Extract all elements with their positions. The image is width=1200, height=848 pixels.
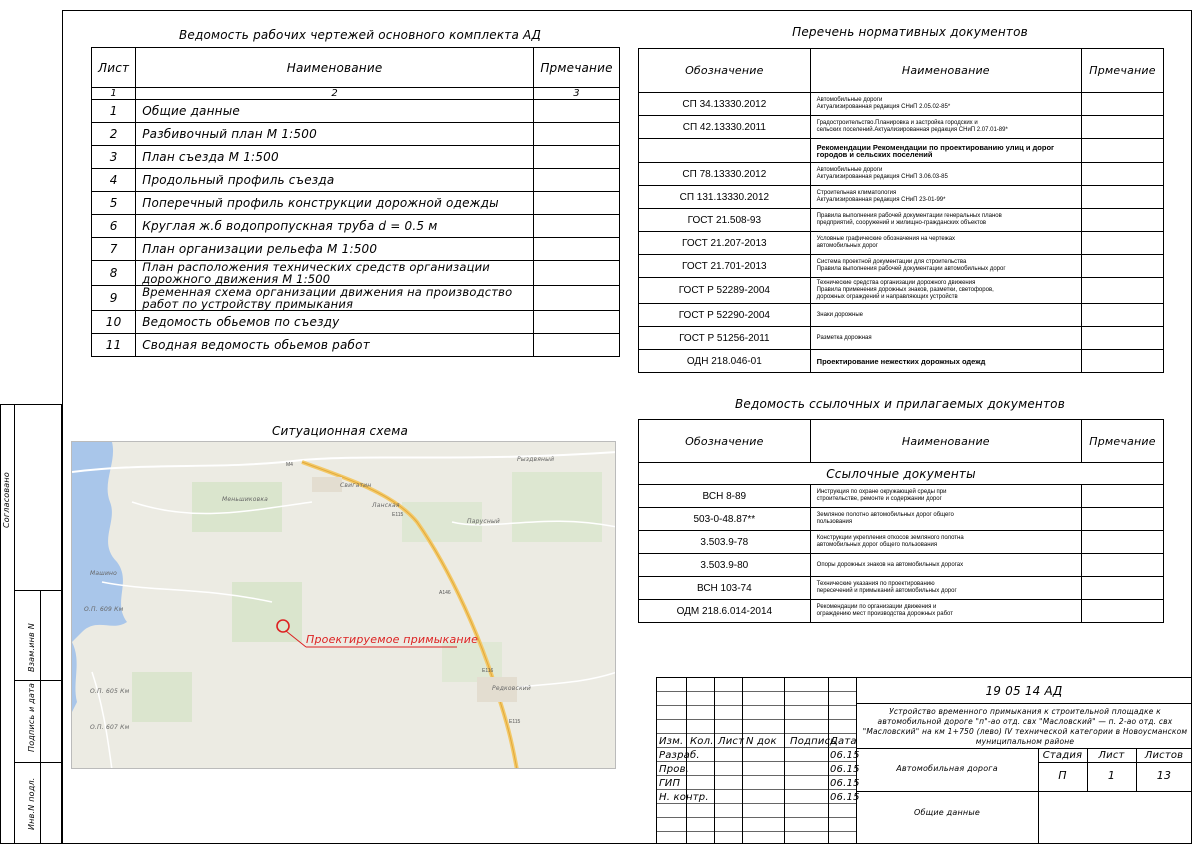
table-row [92, 286, 620, 311]
title-block-cols [656, 735, 856, 749]
doc-name: Проектирование нежестких дорожных одежд [810, 350, 1081, 373]
ref-code: ВСН 103-74 [639, 577, 811, 600]
doc-code: ГОСТ Р 52289-2004 [639, 278, 811, 304]
sheet-number: 4 [92, 169, 136, 192]
doc-note [1082, 209, 1164, 232]
map-place: Ланская [372, 502, 400, 509]
doc-name: Рекомендации Рекомендации по проектированию улиц и дорог городов и сельских поселений [810, 139, 1081, 163]
ref-note [1081, 485, 1163, 508]
ref-code: 3.503.9-78 [639, 531, 811, 554]
table-row [639, 485, 1164, 508]
col-label: Изм. [659, 736, 684, 747]
tb-person-role: Н. контр. [659, 792, 709, 803]
sheet-note [534, 146, 620, 169]
sheet-name: Сводная ведомость обьемов работ [136, 334, 534, 357]
doc-note [1082, 163, 1164, 186]
table-row [92, 146, 620, 169]
sheet-name: План расположения технических средств организации дорожного движения М 1:500 [136, 261, 534, 286]
doc-name: Автомобильные дороги Актуализированная редакция СНиП 2.05.02-85* [810, 93, 1081, 116]
normative-docs-table [638, 48, 1164, 373]
doc-note [1082, 232, 1164, 255]
sheet-name: Поперечный профиль конструкции дорожной одежды [136, 192, 534, 215]
ref-note [1081, 577, 1163, 600]
map-place: О.П. 607 Км [90, 724, 130, 731]
table-row [92, 261, 620, 286]
header-name: Наименование [136, 48, 534, 88]
doc-code: ОДН 218.046-01 [639, 350, 811, 373]
tb-person-role: Пров. [659, 764, 690, 775]
reference-docs-table [638, 419, 1164, 623]
drawing-code: 19 05 14 АД [985, 684, 1063, 698]
sheet-note [534, 286, 620, 311]
tb-hline [856, 703, 1192, 704]
ref-name: Технические указания по проектированию пересечений и примыканий автомобильных дорог [810, 577, 1081, 600]
tb-person-date: 06.15 [830, 778, 860, 789]
doc-code: ГОСТ 21.207-2013 [639, 232, 811, 255]
map-place: О.П. 605 Км [90, 688, 130, 695]
doc-note [1082, 186, 1164, 209]
project-marker-label: Проектируемое примыкание [306, 633, 479, 646]
table-row [639, 600, 1164, 623]
sheet-note [534, 169, 620, 192]
doc-note [1082, 139, 1164, 163]
sheet-name: Круглая ж.б водопропускная труба d = 0.5 м [136, 215, 534, 238]
map-place: Свигатин [340, 482, 372, 489]
side-stamp-hline [14, 762, 62, 763]
table-row [92, 123, 620, 146]
doc-code: ГОСТ 21.701-2013 [639, 255, 811, 278]
map-road-label: Е115 [392, 512, 404, 518]
table-row [92, 334, 620, 357]
table-row [639, 209, 1164, 232]
tb-hline [856, 748, 1192, 749]
table-row [639, 350, 1164, 373]
sheet-note [534, 238, 620, 261]
col-label: N док [746, 736, 777, 747]
sheet-title: Общие данные [914, 808, 980, 817]
doc-name: Градостроительство.Планировка и застройка городских и сельских поселений.Актуализированная редакция СНиП 2.07.01-89* [810, 116, 1081, 139]
sheet-number: 2 [92, 123, 136, 146]
doc-code: СП 131.13330.2012 [639, 186, 811, 209]
table-row [639, 186, 1164, 209]
ref-code: 503-0-48.87** [639, 508, 811, 531]
index-cell: 1 [92, 88, 136, 100]
side-stamp-divider-2 [40, 590, 41, 844]
table-row [92, 215, 620, 238]
sheet-name: План съезда М 1:500 [136, 146, 534, 169]
map-place: О.П. 609 Км [84, 606, 124, 613]
situation-map [71, 441, 616, 769]
section-heading: Ссылочные документы [639, 463, 1164, 485]
doc-name: Разметка дорожная [810, 327, 1081, 350]
ref-name: Инструкция по охране окружающей среды при строительстве, ремонте и содержании дорог [810, 485, 1081, 508]
table-row [92, 169, 620, 192]
sheet-note [534, 100, 620, 123]
doc-note [1082, 93, 1164, 116]
ref-code: 3.503.9-80 [639, 554, 811, 577]
tb-person-date: 06.15 [830, 764, 860, 775]
sheet-note [534, 334, 620, 357]
table-row [639, 278, 1164, 304]
doc-note [1082, 350, 1164, 373]
tb-grid-vline [784, 677, 785, 844]
doc-note [1082, 304, 1164, 327]
table-row [639, 554, 1164, 577]
sheet-note [534, 192, 620, 215]
object-name: Автомобильная дорога [896, 764, 998, 773]
ref-code: ОДМ 218.6.014-2014 [639, 600, 811, 623]
ref-note [1081, 554, 1163, 577]
doc-note [1082, 116, 1164, 139]
table-row [639, 163, 1164, 186]
table-row [639, 531, 1164, 554]
sheet-number: 11 [92, 334, 136, 357]
reference-docs-title: Ведомость ссылочных и прилагаемых документов [735, 397, 1065, 411]
header-name: Наименование [810, 49, 1081, 93]
ref-note [1081, 600, 1163, 623]
side-stamp-divider [14, 404, 15, 844]
doc-name: Строительная климатология Актуализированная редакция СНиП 23-01-99* [810, 186, 1081, 209]
sheet-number: 1 [92, 100, 136, 123]
side-sign-date-label: Подпись и дата [27, 682, 36, 752]
doc-code: СП 34.13330.2012 [639, 93, 811, 116]
sheet-number: 8 [92, 261, 136, 286]
ref-name: Опоры дорожных знаков на автомобильных дорогах [810, 554, 1081, 577]
col-label: Подпись [790, 736, 837, 747]
doc-name: Система проектной документации для строительства Правила выполнения рабочей документации автомобильных дорог [810, 255, 1081, 278]
col-label: Лист [718, 736, 745, 747]
sheets-register-title: Ведомость рабочих чертежей основного комплекта АД [178, 28, 542, 42]
sheet-note [534, 123, 620, 146]
doc-note [1082, 255, 1164, 278]
ref-name: Конструкции укрепления откосов земляного полотна автомобильных дорог общего пользования [810, 531, 1081, 554]
map-place: Рыздвяный [517, 456, 555, 463]
sheet-name: Общие данные [136, 100, 534, 123]
table-row [639, 93, 1164, 116]
sheets-value: 13 [1156, 769, 1172, 782]
sheet-number: 5 [92, 192, 136, 215]
sheet-number: 6 [92, 215, 136, 238]
doc-code: ГОСТ Р 51256-2011 [639, 327, 811, 350]
header-note: Пpмечание [534, 48, 620, 88]
tb-grid-vline [714, 677, 715, 844]
tb-grid-vline [742, 677, 743, 844]
tb-hline [1038, 762, 1192, 763]
header-note: Пpмечание [1081, 420, 1163, 463]
table-row [639, 577, 1164, 600]
side-inv-original-label: Инв.N подл. [27, 777, 36, 830]
doc-code: СП 42.13330.2011 [639, 116, 811, 139]
doc-code [639, 139, 811, 163]
doc-note [1082, 327, 1164, 350]
ref-name: Рекомендации по организации движения и ограждению мест производства дорожных работ [810, 600, 1081, 623]
sheet-number: 7 [92, 238, 136, 261]
doc-code: ГОСТ Р 52290-2004 [639, 304, 811, 327]
sheet-number: 3 [92, 146, 136, 169]
tb-hline [856, 791, 1192, 792]
doc-code: СП 78.13330.2012 [639, 163, 811, 186]
col-label: Дата [830, 736, 857, 747]
normative-docs-title: Перечень нормативных документов [792, 25, 1028, 39]
sheet-name: Продольный профиль съезда [136, 169, 534, 192]
ref-note [1081, 531, 1163, 554]
header-note: Пpмечание [1082, 49, 1164, 93]
sheet-name: Разбивочный план М 1:500 [136, 123, 534, 146]
doc-note [1082, 278, 1164, 304]
map-road-label: А146 [439, 590, 451, 596]
stage-label: Стадия [1042, 750, 1083, 761]
side-agreed-label: Согласовано [2, 472, 11, 528]
sheet-value: 1 [1107, 769, 1116, 782]
tb-grid-vline [828, 677, 829, 844]
sheet-name: Временная схема организации движения на производство работ по устройству примыкания [136, 286, 534, 311]
side-stamp-hline [14, 590, 62, 591]
tb-person-role: ГИП [659, 778, 681, 789]
table-row [639, 255, 1164, 278]
map-place: Редковский [492, 685, 532, 692]
doc-name: Автомобильные дороги Актуализированная редакция СНиП 3.06.03-85 [810, 163, 1081, 186]
sheet-name: Ведомость обьемов по съезду [136, 311, 534, 334]
header-name: Наименование [810, 420, 1081, 463]
doc-name: Правила выполнения рабочей документации генеральных планов предприятий, сооружений и жилищно-гражданских объектов [810, 209, 1081, 232]
sheet-note [534, 261, 620, 286]
table-row [92, 238, 620, 261]
doc-code: ГОСТ 21.508-93 [639, 209, 811, 232]
situation-title: Ситуационная схема [271, 424, 409, 438]
table-row [92, 192, 620, 215]
index-cell: 2 [136, 88, 534, 100]
tb-person-role: Разраб. [659, 750, 700, 761]
stage-value: П [1058, 769, 1067, 782]
map-road-label: Е116 [482, 668, 494, 674]
map-graphic [72, 442, 616, 769]
tb-person-date: 06.15 [830, 750, 860, 761]
table-row [92, 100, 620, 123]
sheet-name: План организации рельефа М 1:500 [136, 238, 534, 261]
header-code: Обозначение [639, 420, 811, 463]
map-place: Меньшиковка [222, 496, 269, 503]
sheet-note [534, 215, 620, 238]
table-row [639, 304, 1164, 327]
table-row [639, 116, 1164, 139]
sheet-number: 9 [92, 286, 136, 311]
table-row [639, 232, 1164, 255]
doc-name: Условные графические обозначения на чертежах автомобильных дорог [810, 232, 1081, 255]
ref-code: ВСН 8-89 [639, 485, 811, 508]
doc-name: Знаки дорожные [810, 304, 1081, 327]
index-cell: 3 [534, 88, 620, 100]
side-inv-replace-label: Взам.инв N [27, 623, 36, 672]
project-title: Устройство временного примыкания к строительной площадке к автомобильной дороге "п"-ао отд. свх "Масловский" — п. 2-ао отд. свх "Масловский" на км 1+750 (лево) IV технической категории в Новоусманском муниципальном районе [862, 707, 1188, 746]
ref-name: Земляное полотно автомобильных дорог общего пользования [810, 508, 1081, 531]
sheets-register-table [91, 47, 620, 357]
table-row [92, 311, 620, 334]
header-code: Обозначение [639, 49, 811, 93]
col-label: Кол. [690, 736, 714, 747]
tb-person-date: 06.15 [830, 792, 860, 803]
map-place: Машино [90, 570, 118, 577]
map-road-label: Е115 [509, 719, 521, 725]
table-row [639, 508, 1164, 531]
table-row [639, 327, 1164, 350]
doc-name: Технические средства организации дорожного движения Правила применения дорожных знаков, разметки, светофоров, дорожных ограждений и направляющих устройств [810, 278, 1081, 304]
side-stamp-hline [14, 680, 62, 681]
ref-note [1081, 508, 1163, 531]
map-road-label: М4 [286, 462, 293, 468]
sheets-label: Листов [1144, 750, 1184, 761]
sheet-note [534, 311, 620, 334]
header-sheet: Лист [92, 48, 136, 88]
map-place: Парусный [467, 518, 501, 525]
sheet-label: Лист [1098, 750, 1125, 761]
table-row [639, 139, 1164, 163]
sheet-number: 10 [92, 311, 136, 334]
